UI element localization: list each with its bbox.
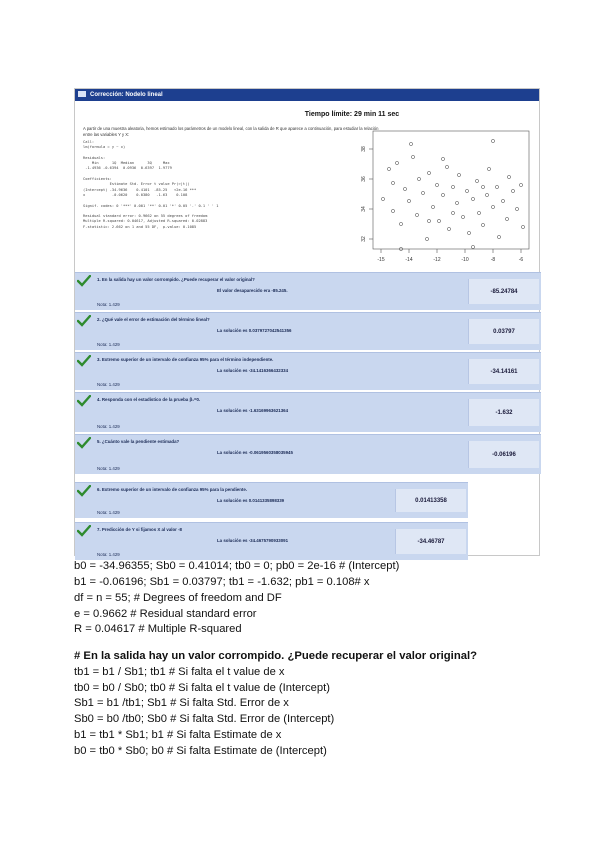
formula-line: tb1 = b1 / Sb1; tb1 # Si falta el t value de x — [74, 666, 285, 678]
window-title-bar — [75, 89, 539, 101]
checkmark-icon — [77, 275, 91, 287]
question-score: Nota: 1.429 — [97, 342, 120, 347]
scatter-point — [391, 209, 394, 212]
time-limit: Tiempo límite: 29 min 11 sec — [304, 111, 400, 118]
scatter-point — [409, 142, 412, 145]
scatter-point — [471, 245, 474, 248]
x-tick-label: -12 — [433, 257, 441, 263]
scatter-point — [485, 193, 488, 196]
scatter-point — [403, 187, 406, 190]
scatter-point — [491, 139, 494, 142]
checkmark-icon — [77, 355, 91, 367]
section-heading: # En la salida hay un valor corrompido. ¿Puede recuperar el valor original? — [74, 650, 478, 662]
formula-line: b1 = tb1 * Sb1; b1 # Si falta Estimate de x — [74, 729, 282, 741]
scatter-point — [427, 219, 430, 222]
question-score: Nota: 1.429 — [97, 552, 120, 557]
scatter-point — [515, 207, 518, 210]
formula-line: tb0 = b0 / Sb0; tb0 # Si falta el t value de (Intercept) — [74, 682, 330, 694]
question-title: 1. En la salida hay un valor corrompido. ¿Puede recuperar el valor original? — [97, 277, 255, 282]
question-solution: La solución es -1.63169963621364 — [217, 408, 289, 413]
question-item — [75, 434, 541, 474]
scatter-point — [399, 222, 402, 225]
question-score: Nota: 1.429 — [97, 424, 120, 429]
scatter-point — [391, 181, 394, 184]
scatter-point — [417, 177, 420, 180]
question-item — [75, 522, 468, 560]
scatter-point — [451, 211, 454, 214]
text-line-df: df = n = 55; # Degrees of freedom and DF — [74, 592, 282, 604]
r-output-line: Multiple R-squared: 0.04617, Adjusted R-squared: 0.02883 — [83, 219, 208, 224]
scatter-point — [441, 193, 444, 196]
y-tick-label: 32 — [361, 236, 367, 242]
r-output-line: x -0.0620 0.0380 -1.63 0.108 — [83, 192, 188, 197]
scatter-point — [447, 227, 450, 230]
scatter-point — [465, 189, 468, 192]
y-tick-label: 38 — [361, 146, 367, 152]
r-output-line: Residuals: — [83, 155, 106, 160]
r-output-line: Min 1Q Median 3Q Max — [83, 161, 170, 166]
checkmark-icon — [77, 437, 91, 449]
answer-field[interactable]: -34.14161 — [468, 359, 539, 384]
question-title: 7. Predicción de Y si fijamos X al valor -8 — [97, 527, 183, 532]
window-icon — [78, 91, 86, 97]
scatter-point — [475, 179, 478, 182]
y-tick-label: 34 — [361, 206, 367, 212]
checkmark-icon — [77, 525, 91, 537]
question-solution: La solución es 0.0141335898339 — [217, 498, 285, 503]
question-score: Nota: 1.429 — [97, 302, 120, 307]
scatter-point — [507, 175, 510, 178]
scatter-point — [457, 173, 460, 176]
question-score: Nota: 1.429 — [97, 466, 120, 471]
x-tick-label: -8 — [490, 257, 496, 263]
formula-line: Sb1 = b1 /tb1; Sb1 # Si falta Std. Error de x — [74, 697, 289, 709]
scatter-point — [491, 205, 494, 208]
formula-line: Sb0 = b0 /tb0; Sb0 # Si falta Std. Error de (Intercept) — [74, 713, 335, 725]
r-output-line: Coefficients: — [83, 177, 112, 182]
scatter-point — [421, 191, 424, 194]
x-tick-label: -15 — [377, 257, 385, 263]
r-output-line: Signif. codes: 0 '***' 0.001 '**' 0.01 '*' 0.05 '.' 0.1 ' ' 1 — [83, 203, 219, 208]
question-solution: La solución es -34.1416366432334 — [217, 368, 289, 373]
question-item — [75, 312, 541, 350]
r-output-line: lm(formula = y ~ x) — [83, 145, 126, 150]
plot-frame — [373, 131, 529, 249]
scatter-point — [505, 217, 508, 220]
scatter-point — [431, 205, 434, 208]
checkmark-icon — [77, 315, 91, 327]
question-solution: La solución es -0.0619560358035945 — [217, 450, 293, 455]
scatter-point — [477, 211, 480, 214]
question-item — [75, 392, 541, 432]
x-tick-label: -10 — [461, 257, 469, 263]
r-output-line: (Intercept) -34.9636 0.4101 -85.25 <2e-16 *** — [83, 187, 197, 192]
question-title: 2. ¿Qué vale el error de estimación del término lineal? — [97, 317, 210, 322]
scatter-point — [481, 223, 484, 226]
y-tick-label: 36 — [361, 176, 367, 182]
text-line-e: e = 0.9662 # Residual standard error — [74, 608, 257, 620]
question-solution: La solución es 0.0379727042541356 — [217, 328, 292, 333]
x-axis-ticks — [377, 249, 523, 263]
question-title: 3. Extremo superior de un intervalo de confianza 95% para el término independiente. — [97, 357, 274, 362]
answer-field[interactable]: -85.24784 — [468, 279, 539, 304]
scatter-point — [387, 167, 390, 170]
scatter-point — [497, 235, 500, 238]
scatter-point — [445, 165, 448, 168]
problem-statement: A partir de una muestra aleatoria, hemos estimado los parámetros de un modelo lineal, con la salida de R que aparece a continuación, para estudiar la relación entre las variables Y y X: — [83, 126, 379, 137]
text-line-r: R = 0.04617 # Multiple R-squared — [74, 623, 242, 635]
question-title: 4. Responda con el estadístico de la prueba β₁=0. — [97, 397, 201, 402]
x-tick-label: -14 — [405, 257, 413, 263]
question-title: 6. Extremo superior de un intervalo de confianza 95% para la pendiente. — [97, 487, 248, 492]
scatter-point — [467, 231, 470, 234]
r-output-line: F-statistic: 2.662 on 1 and 55 DF, p-value: 0.1085 — [83, 224, 197, 229]
r-output-line: -1.4936 -0.6394 0.0936 0.6397 1.9779 — [83, 166, 172, 171]
question-score: Nota: 1.429 — [97, 382, 120, 387]
formula-line: b0 = tb0 * Sb0; b0 # Si falta Estimate de (Intercept) — [74, 745, 327, 757]
scatter-point — [501, 199, 504, 202]
scatter-point — [487, 167, 490, 170]
text-line-b1: b1 = -0.06196; Sb1 = 0.03797; tb1 = -1.632; pb1 = 0.108# x — [74, 576, 370, 588]
question-solution: La solución es -34.4675790933091 — [217, 538, 289, 543]
scatter-point — [407, 199, 410, 202]
scatter-point — [381, 197, 384, 200]
answer-field[interactable]: 0.01413358 — [395, 489, 466, 512]
scatter-point — [435, 183, 438, 186]
window-title: Corrección: Nodelo lineal — [90, 92, 163, 98]
scatter-point — [471, 197, 474, 200]
x-tick-label: -6 — [518, 257, 524, 263]
answer-field[interactable]: -0.06196 — [468, 441, 539, 468]
y-axis-ticks — [361, 146, 373, 242]
r-output-line: Estimate Std. Error t value Pr(>|t|) — [83, 182, 190, 187]
question-item — [75, 272, 541, 310]
answer-field[interactable]: 0.03797 — [468, 319, 539, 344]
scatter-point — [495, 185, 498, 188]
r-output-line: Call: — [83, 140, 95, 144]
question-title: 5. ¿Cuánto vale la pendiente estimada? — [97, 439, 180, 444]
answer-field[interactable]: -1.632 — [468, 399, 539, 426]
question-item — [75, 352, 541, 390]
checkmark-icon — [77, 485, 91, 497]
scatter-plot — [353, 129, 533, 267]
embedded-quiz-screenshot — [74, 88, 540, 556]
scatter-point — [451, 185, 454, 188]
scatter-point — [415, 213, 418, 216]
scatter-point — [461, 215, 464, 218]
r-output-line: Residual standard error: 0.9662 on 55 degrees of freedom — [83, 214, 208, 219]
text-line-b0: b0 = -34.96355; Sb0 = 0.41014; tb0 = 0; pb0 = 2e-16 # (Intercept) — [74, 560, 400, 572]
scatter-point — [411, 155, 414, 158]
scatter-point — [441, 157, 444, 160]
checkmark-icon — [77, 395, 91, 407]
question-score: Nota: 1.429 — [97, 510, 120, 515]
scatter-point — [427, 171, 430, 174]
scatter-point — [521, 225, 524, 228]
scatter-points — [381, 139, 524, 250]
scatter-point — [481, 185, 484, 188]
scatter-point — [519, 183, 522, 186]
answer-field[interactable]: -34.46787 — [395, 529, 466, 554]
question-solution: El valor desaparecido era -85.245. — [217, 288, 288, 293]
question-item — [75, 482, 468, 518]
scatter-point — [511, 189, 514, 192]
scatter-point — [425, 237, 428, 240]
scatter-point — [395, 161, 398, 164]
r-output — [83, 140, 343, 230]
scatter-point — [437, 219, 440, 222]
scatter-point — [455, 201, 458, 204]
